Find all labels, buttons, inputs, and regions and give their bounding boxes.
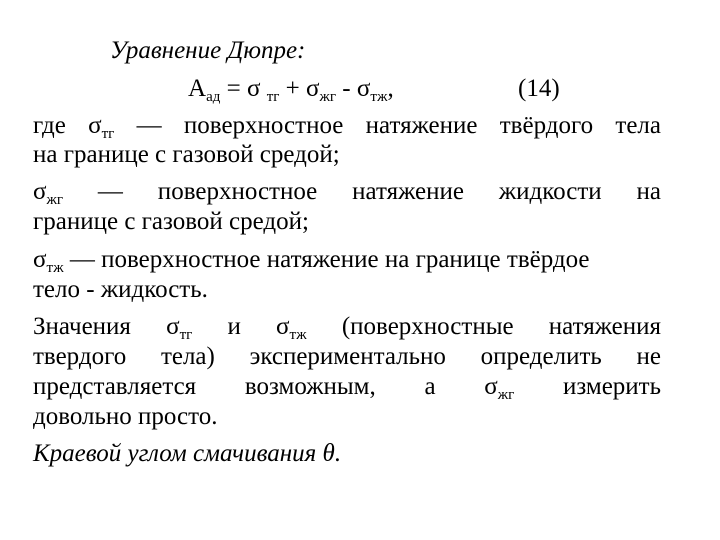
formula-minus: - σ (336, 75, 371, 102)
formula-plus: + σ (279, 75, 320, 102)
para4-line3 (33, 372, 661, 402)
para1-prefix: где σ (33, 112, 102, 139)
para3-line2: тело - жидкость. (33, 276, 208, 303)
para4-l3-sub: жг (497, 387, 515, 403)
para2-line1 (33, 177, 661, 207)
para4-line1 (33, 312, 661, 342)
para4-l1-sub2: тж (289, 327, 307, 343)
para3-line1 (33, 245, 661, 275)
formula-comma: , (387, 75, 394, 102)
para2-sub: жг (46, 192, 64, 208)
para1-rest: — поверхностное натяжение твёрдого тела (114, 112, 661, 139)
formula-t2-sub: жг (319, 89, 337, 105)
para2-line2: границе с газовой средой; (33, 208, 309, 235)
para1-sub: тг (101, 126, 115, 142)
para3-rest: — поверхностное натяжение на границе твёрдое (63, 246, 590, 273)
para1-line1 (33, 111, 661, 141)
formula-t1-sub: тг (266, 89, 280, 105)
para1-line2: на границе с газовой средой; (33, 141, 340, 168)
para4-line4: довольно просто. (33, 403, 218, 430)
para2-rest: — поверхностное натяжение жидкости на (63, 178, 661, 205)
formula-lhs-sub: ад (206, 89, 221, 105)
para4-l1-b: и σ (192, 313, 290, 340)
formula-eq: = σ (220, 75, 267, 102)
para4-l3-b: измерить (514, 373, 661, 400)
para4-l1-sub1: тг (179, 327, 193, 343)
para5-line1: Краевой углом смачивания θ. (33, 440, 342, 467)
para3-sigma: σ (33, 246, 47, 273)
dupre-formula (188, 74, 394, 104)
heading-text: Уравнение Дюпре: (110, 37, 306, 64)
equation-number: (14) (518, 75, 560, 102)
para4-l1-a: Значения σ (33, 313, 180, 340)
para4-l1-c: (поверхностные натяжения (306, 313, 661, 340)
heading (110, 36, 305, 66)
para4-line2: твердого тела) экспериментально определить не (33, 343, 661, 370)
para3-sub: тж (46, 260, 64, 276)
para4-l3-a: представляется возможным, а σ (33, 373, 498, 400)
para2-sigma: σ (33, 178, 47, 205)
formula-t3-sub: тж (370, 89, 388, 105)
formula-lhs: A (188, 75, 207, 102)
